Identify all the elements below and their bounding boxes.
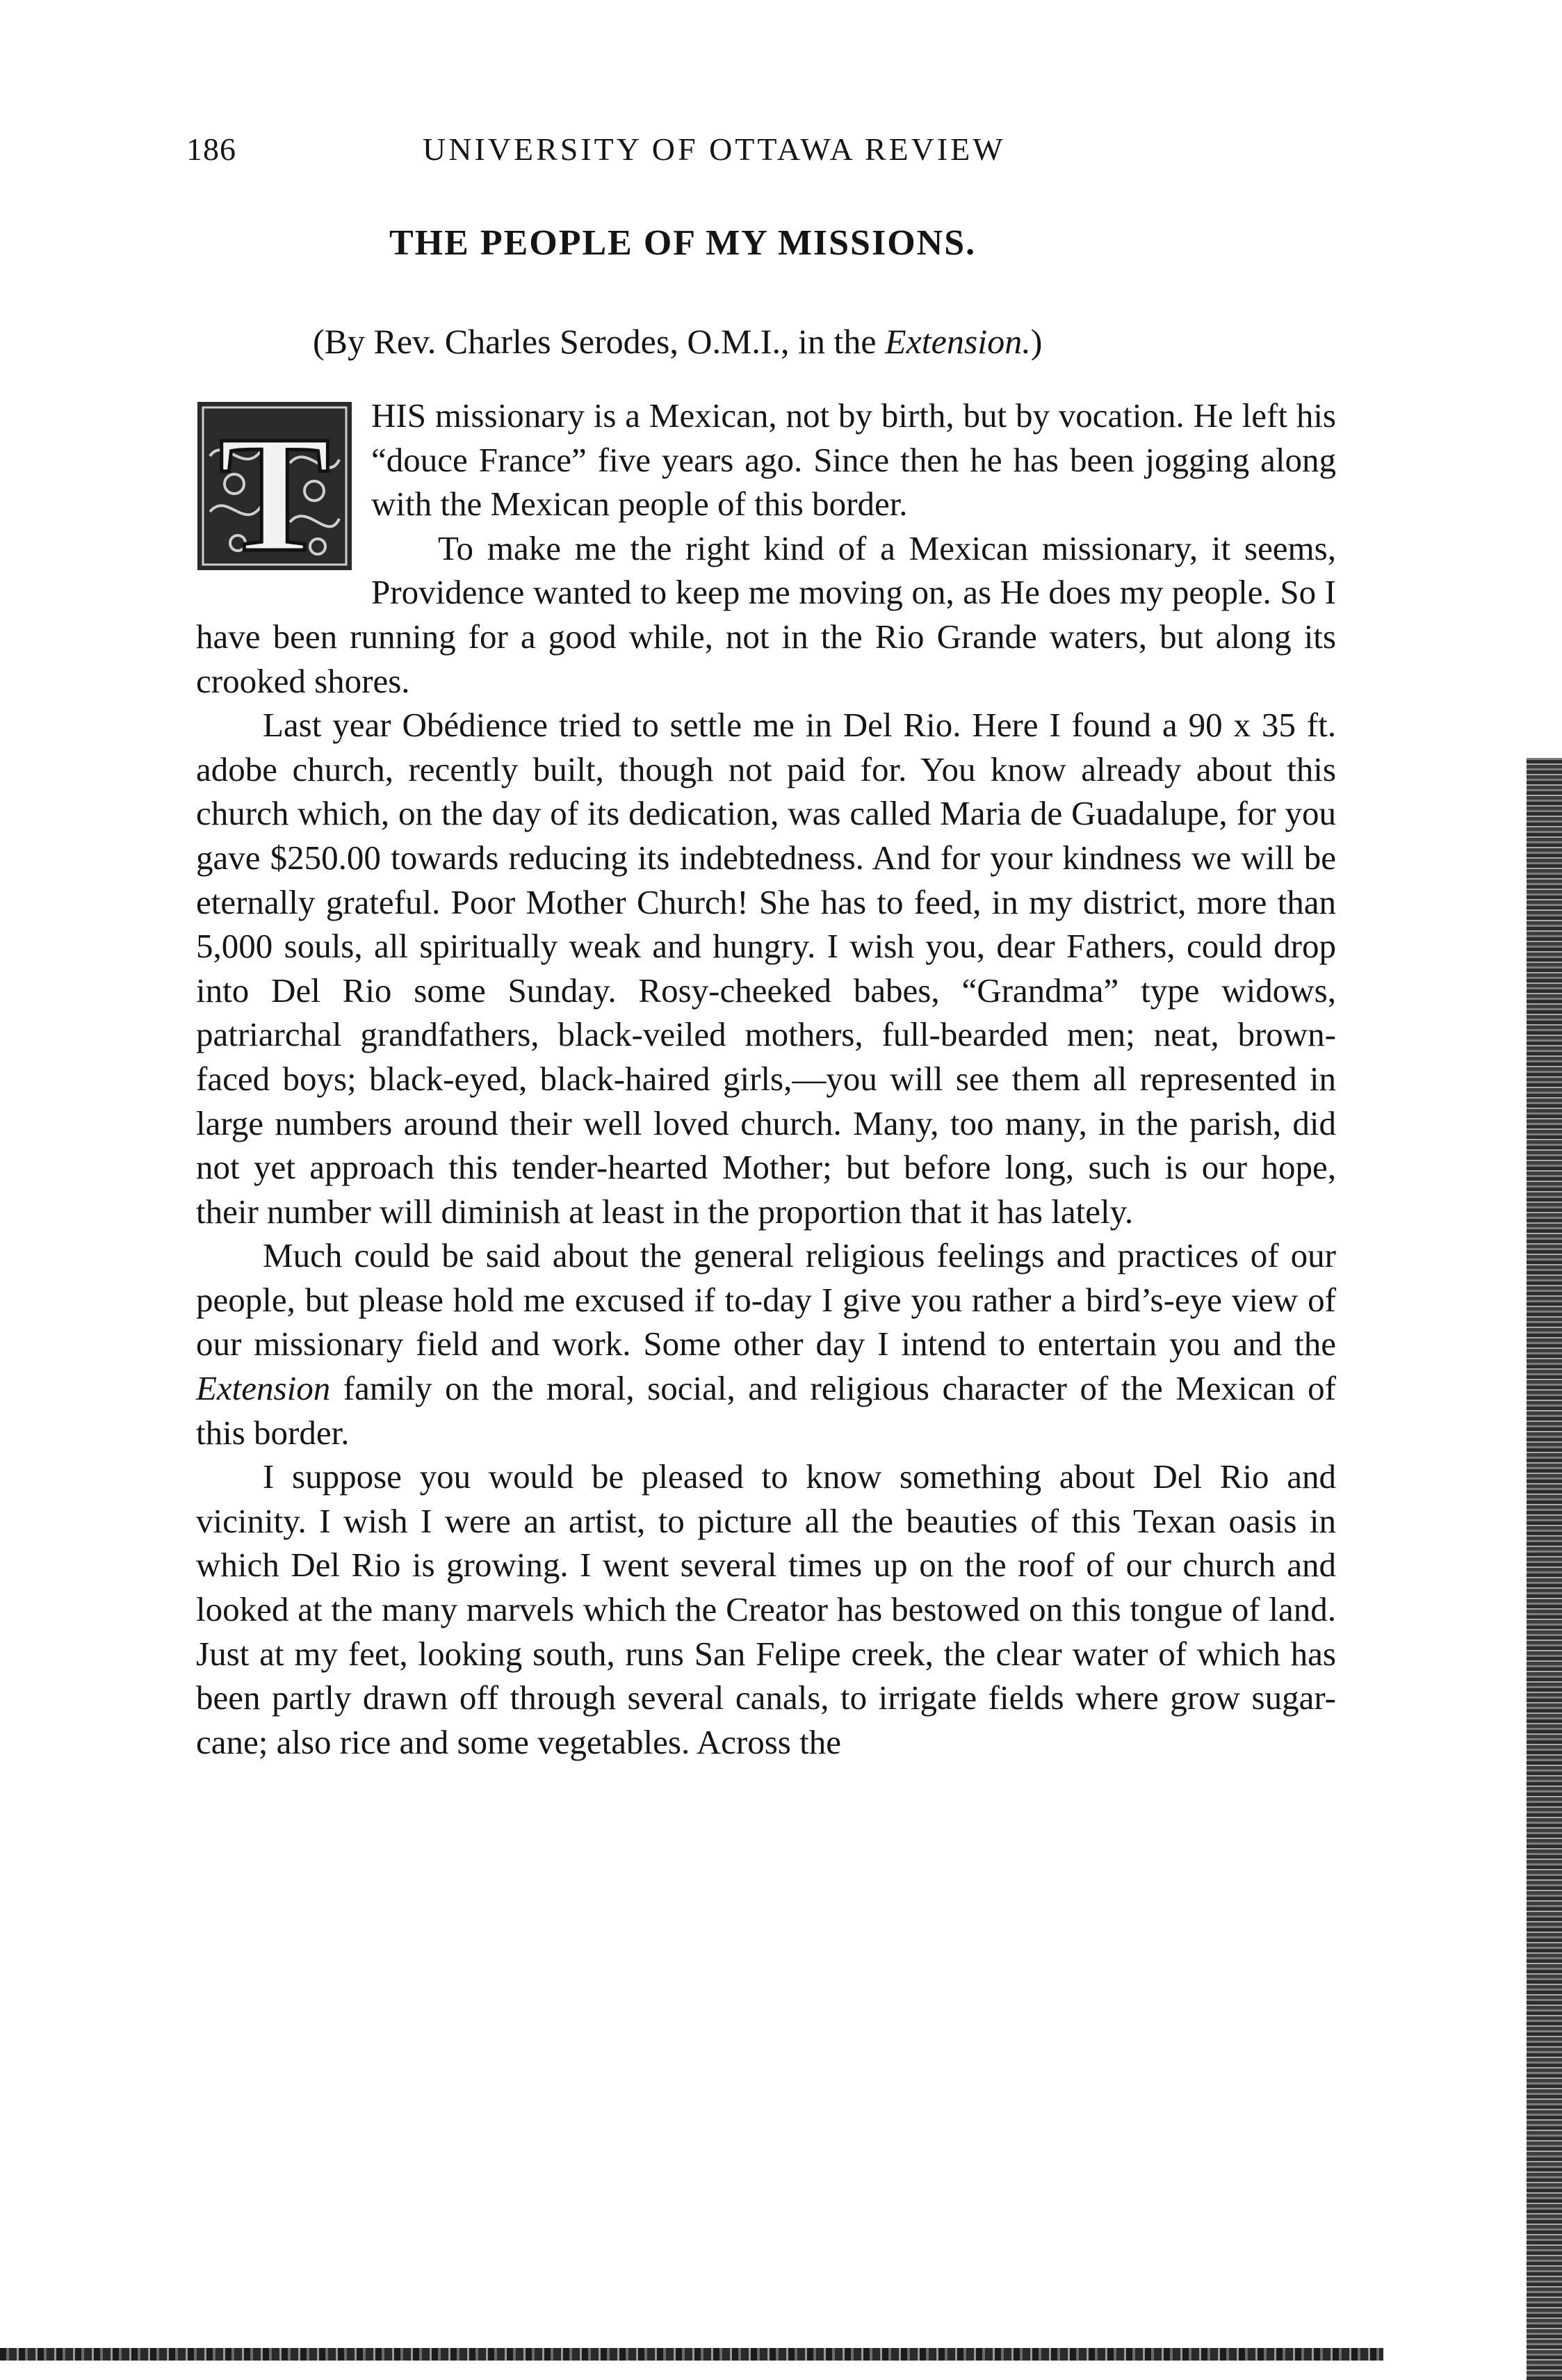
byline xyxy=(313,321,1042,362)
paragraph: To make me the right kind of a Mexican missionary, it seems, Providence wanted to keep me moving on, as He does my people. So I have been running for a good while, not in the Rio Grande waters, but along its crooked shores. xyxy=(196,528,1336,700)
running-title: UNIVERSITY OF OTTAWA REVIEW xyxy=(423,131,1006,167)
byline-source: Extension. xyxy=(885,322,1031,361)
right-edge-shadow xyxy=(1527,758,1562,2380)
page-number: 186 xyxy=(186,131,236,167)
byline-close: ) xyxy=(1030,322,1043,361)
drop-cap-ornament xyxy=(196,400,353,572)
page-header xyxy=(186,131,1160,179)
article-title: THE PEOPLE OF MY MISSIONS. xyxy=(389,223,977,263)
drop-cap-letter: T xyxy=(218,401,331,572)
bottom-edge-shadow xyxy=(0,2348,1383,2361)
paragraphs xyxy=(196,394,1336,1764)
byline-text: (By Rev. Charles Serodes, O.M.I., in the xyxy=(313,322,886,361)
paragraph xyxy=(196,1233,1336,1455)
paragraph: I suppose you would be pleased to know something about Del Rio and vicinity. I wish I were an artist, to picture all the beauties of this Texan oasis in which Del Rio is growing. I went several times up on the roof of our church and looked at the many marvels which the Creator has bestowed on this tongue of land. Just at my feet, looking south, runs San Felipe creek, the clear water of which has been partly drawn off through several canals, to irrigate fields where grow sugar-cane; also rice and some vegetables. Across the xyxy=(196,1457,1336,1761)
paragraph: HIS missionary is a Mexican, not by birth, but by vocation. He left his “douce France” five years ago. Since then he has been jogging along with the Mexican people of this border. xyxy=(371,396,1336,524)
paragraph-text: family on the moral, social, and religious character of the Mexican of this border. xyxy=(196,1369,1336,1452)
paragraph: Last year Obédience tried to settle me in Del Rio. Here I found a 90 x 35 ft. adobe church, recently built, though not paid for. You know already about this church which, on the day of its dedication, was called Maria de Guadalupe, for you gave $250.00 towards reducing its indebtedness. And for your kindness we will be eternally grateful. Poor Mother Church! She has to feed, in my district, more than 5,000 souls, all spiritually weak and hungry. I wish you, dear Fathers, could drop into Del Rio some Sunday. Rosy-cheeked babes, “Grandma” type widows, patriarchal grandfathers, black-veiled mothers, full-bearded men; neat, brown-faced boys; black-eyed, black-haired girls,—you will see them all represented in large numbers around their well loved church. Many, too many, in the parish, did not yet approach this tender-hearted Mother; but before long, such is our hope, their number will diminish at least in the proportion that it has lately. xyxy=(196,706,1336,1231)
paragraph-italic-title: Extension xyxy=(196,1369,331,1408)
article-body xyxy=(196,394,1336,1764)
paragraph-text: Much could be said about the general religious feelings and practices of our people, but please hold me excused if to-day I give you rather a bird’s-eye view of our missionary field and work. Some other day I intend to entertain you and the xyxy=(196,1236,1336,1363)
